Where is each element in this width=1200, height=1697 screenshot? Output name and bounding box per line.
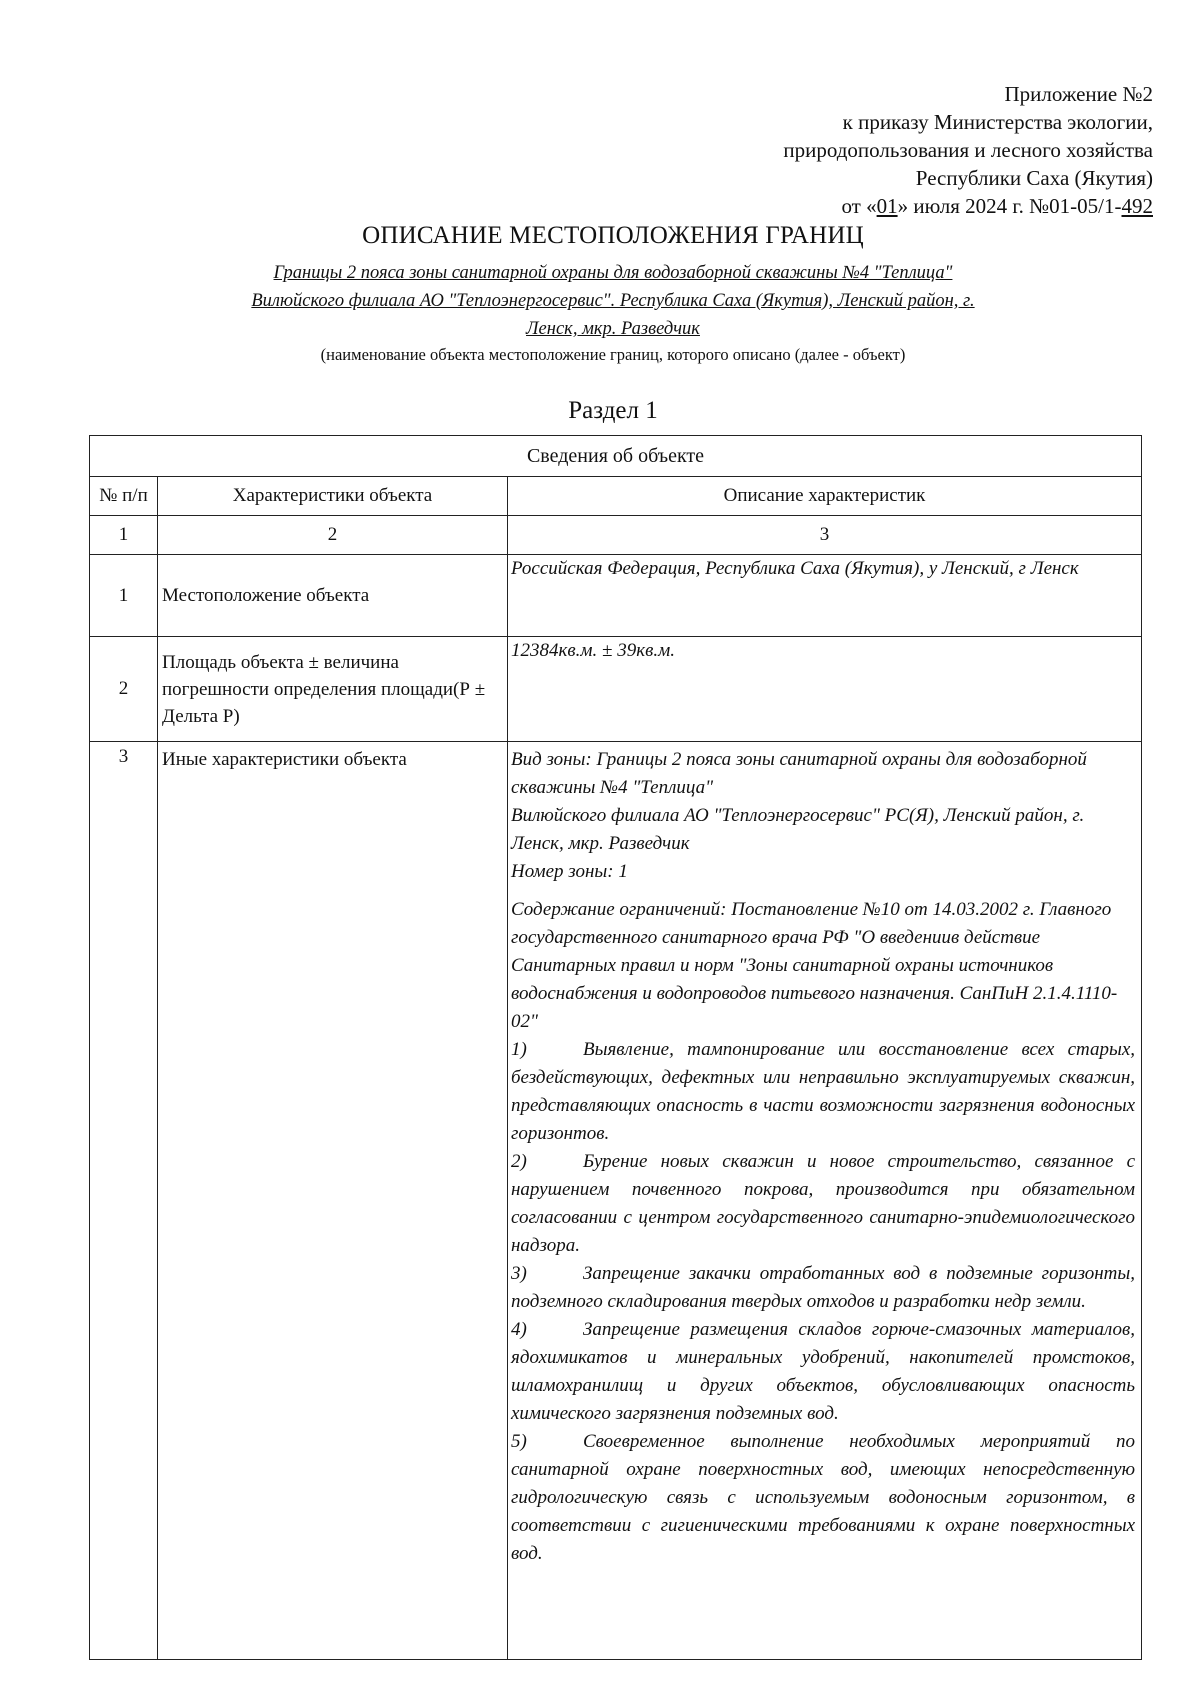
restriction-item xyxy=(511,1148,1135,1260)
column-number-2: 2 xyxy=(158,516,508,555)
restriction-item xyxy=(511,1316,1135,1428)
order-day: 01 xyxy=(876,194,898,218)
restriction-item xyxy=(511,1260,1135,1316)
item-number: 4) xyxy=(511,1319,527,1340)
row-description: Российская Федерация, Республика Саха (Якутия), у Ленский, г Ленск xyxy=(508,555,1142,637)
item-text: Запрещение закачки отработанных вод в подземные горизонты, подземного складирования твердых отходов и разработки недр земли. xyxy=(511,1263,1136,1312)
order-number: 492 xyxy=(1121,194,1153,218)
row-description xyxy=(508,742,1142,1660)
header-description: Описание характеристик xyxy=(508,477,1142,516)
row-characteristic: Иные характеристики объекта xyxy=(158,742,508,1660)
table-header-row xyxy=(90,477,1142,516)
column-numbers-row xyxy=(90,516,1142,555)
object-name xyxy=(160,259,1066,343)
paragraph-gap xyxy=(511,886,1135,896)
object-name-line-2: Вилюйского филиала АО "Теплоэнергосервис". Республика Саха (Якутия), Ленский район, г. xyxy=(251,291,975,311)
row-number: 1 xyxy=(90,555,158,637)
table-row xyxy=(90,742,1142,1660)
appendix-line-4: Республики Саха (Якутия) xyxy=(915,166,1153,190)
zone-type: Вид зоны: Границы 2 пояса зоны санитарной охраны для водозаборной скважины №4 "Теплица" xyxy=(511,749,1087,798)
row-characteristic: Местоположение объекта xyxy=(158,555,508,637)
restriction-item xyxy=(511,1428,1135,1568)
table-caption-row xyxy=(90,436,1142,477)
section-title: Раздел 1 xyxy=(568,397,658,424)
header-number: № п/п xyxy=(90,477,158,516)
item-text: Выявление, тампонирование или восстановление всех старых, бездействующих, дефектных или неправильно эксплуатируемых скважин, представляющих опасность в части возможности загрязнения водоносных горизонтов. xyxy=(511,1039,1136,1144)
zone-number: Номер зоны: 1 xyxy=(511,861,628,882)
item-text: Своевременное выполнение необходимых мероприятий по санитарной охране поверхностных вод, имеющих непосредственную гидрологическую связь с используемым водоносным горизонтом, в соответствии с гигиеническими требованиями к охране поверхностных вод. xyxy=(511,1431,1136,1564)
appendix-header xyxy=(453,80,1153,220)
row-number: 3 xyxy=(90,742,158,1660)
restrictions: Содержание ограничений: Постановление №10 от 14.03.2002 г. Главного государственного санитарного врача РФ "О введениив действие Санитарных правил и норм "Зоны санитарной охраны источников водоснабжения и водопроводов питьевого назначения. СанПиН 2.1.4.1110-02" xyxy=(511,899,1118,1032)
item-number: 2) xyxy=(511,1151,527,1172)
item-number: 3) xyxy=(511,1263,527,1284)
column-number-1: 1 xyxy=(90,516,158,555)
order-date-prefix: от « xyxy=(841,194,877,218)
object-name-line-1: Границы 2 пояса зоны санитарной охраны для водозаборной скважины №4 "Теплица" xyxy=(273,263,953,283)
item-number: 5) xyxy=(511,1431,527,1452)
table-row xyxy=(90,637,1142,742)
item-text: Бурение новых скважин и новое строительство, связанное с нарушением почвенного покрова, производится при обязательном согласовании с центром государственного санитарно-эпидемиологического надзора. xyxy=(511,1151,1136,1256)
row-characteristic: Площадь объекта ± величина погрешности определения площади(Р ± Дельта Р) xyxy=(158,637,508,742)
document-title: ОПИСАНИЕ МЕСТОПОЛОЖЕНИЯ ГРАНИЦ xyxy=(362,222,864,249)
item-text: Запрещение размещения складов горюче-смазочных материалов, ядохимикатов и минеральных удобрений, накопителей промстоков, шламохранилищ и других объектов, обусловливающих опасность химического загрязнения подземных вод. xyxy=(511,1319,1136,1424)
table-caption: Сведения об объекте xyxy=(90,436,1142,477)
order-date-mid: » июля 2024 г. №01-05/1- xyxy=(897,194,1122,218)
appendix-line-1: Приложение №2 xyxy=(1004,82,1153,106)
header-characteristic: Характеристики объекта xyxy=(158,477,508,516)
column-number-3: 3 xyxy=(508,516,1142,555)
row-number: 2 xyxy=(90,637,158,742)
object-name-caption: (наименование объекта местоположение границ, которого описано (далее - объект) xyxy=(320,345,906,364)
appendix-line-5 xyxy=(453,192,1153,220)
appendix-line-3: природопользования и лесного хозяйства xyxy=(783,138,1153,162)
row-description: 12384кв.м. ± 39кв.м. xyxy=(508,637,1142,742)
zone-type-continued: Вилюйского филиала АО "Теплоэнергосервис" РС(Я), Ленский район, г. Ленск, мкр. Разведчик xyxy=(511,805,1085,854)
table-row xyxy=(90,555,1142,637)
appendix-line-2: к приказу Министерства экологии, xyxy=(842,110,1153,134)
object-name-line-3: Ленск, мкр. Разведчик xyxy=(526,319,700,339)
object-info-table xyxy=(89,435,1142,1660)
item-number: 1) xyxy=(511,1039,527,1060)
restriction-item xyxy=(511,1036,1135,1148)
